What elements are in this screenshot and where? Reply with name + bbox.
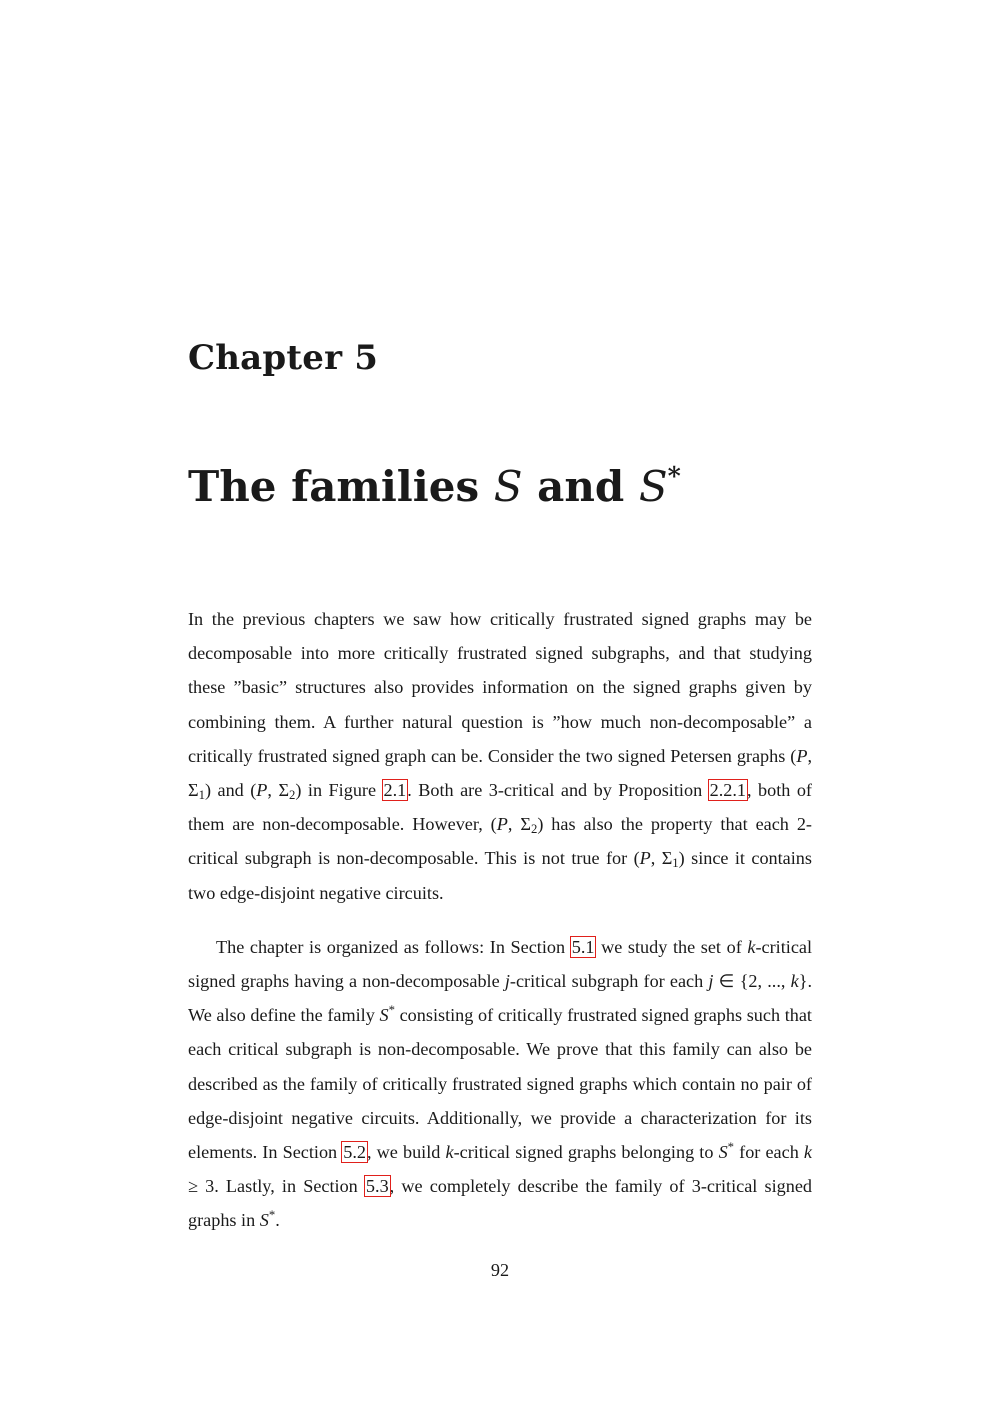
paragraph-intro: In the previous chapters we saw how critically frustrated signed graphs may be decomposable into more critically frustrated signed subgraphs, and that studying these ”basic” structures also provides information on the signed graphs given by combining them. A further natural question is ”how much non-decomposable” a critically frustrated signed graph can be. Consider the two signed Petersen graphs (P, $\Sigma_1$) and (P, $\Sigma_2$) in Figure 2.1. Both are 3-critical and by Proposition 2.2.1, both of them are non-decomposable. However, (P, $\Sigma_2$) has also the property that each 2-critical subgraph is non-decomposable. This is not true for (P, $\Sigma_1$) since it contains two edge-disjoint negative circuits. [188, 609, 812, 903]
figure-2-1-link[interactable]: 2.1 [383, 780, 407, 801]
chapter-label: Chapter 5 [188, 338, 379, 378]
section-5-1-link[interactable]: 5.1 [571, 936, 595, 957]
title-and: and [522, 462, 639, 511]
paragraph-organization: The chapter is organized as follows: In Section 5.1 we study the set of k-critical signed graphs having a non-decomposable j-critical subgraph for each j ∈ {2, ..., k}. We also define the family S* consisting of critically frustrated signed graphs such that each critical subgraph is non-decomposable. We prove that this family can also be described as the family of critically frustrated signed graphs which contain no pair of edge-disjoint negative circuits. Additionally, we provide a characterization for its elements. In Section 5.2, we build k-critical signed graphs belonging to S* for each k ≥ 3. Lastly, in Section 5.3, we completely describe the family of 3-critical signed graphs in S*. [188, 936, 813, 1231]
section-5-3-link[interactable]: 5.3 [365, 1176, 389, 1197]
family-s-symbol: S [493, 462, 523, 511]
section-5-2-link[interactable]: 5.2 [343, 1142, 366, 1163]
title-star: * [667, 460, 681, 491]
chapter-title [188, 462, 681, 511]
proposition-2-2-1-link[interactable]: 2.2.1 [709, 780, 747, 801]
page-number: 92 [490, 1260, 510, 1280]
family-s-star-symbol: S [638, 462, 668, 511]
title-prefix: The families [188, 462, 494, 511]
chapter-body [188, 602, 812, 1238]
